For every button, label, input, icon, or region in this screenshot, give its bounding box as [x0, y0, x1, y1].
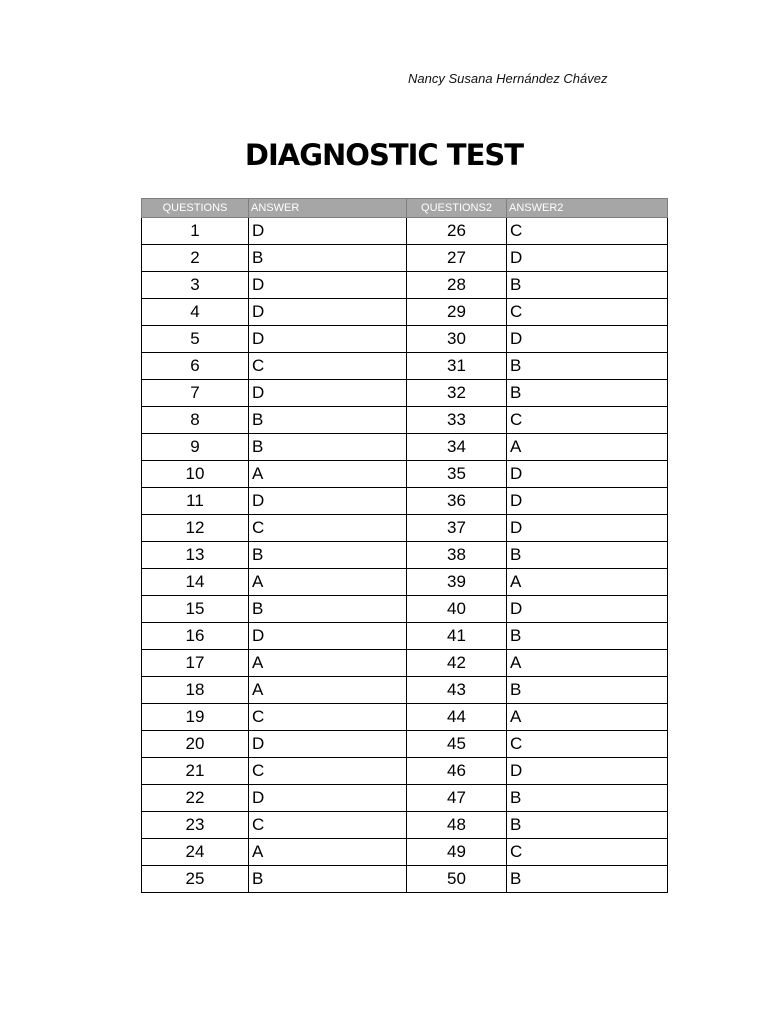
- question-number: 19: [142, 704, 249, 731]
- question2-number: 43: [407, 677, 507, 704]
- table-row: [142, 461, 668, 488]
- question2-number: 31: [407, 353, 507, 380]
- header-questions2: QUESTIONS2: [407, 199, 507, 218]
- table-row: [142, 272, 668, 299]
- answer-letter: A: [249, 839, 407, 866]
- header-questions: QUESTIONS: [142, 199, 249, 218]
- question-number: 16: [142, 623, 249, 650]
- question2-number: 39: [407, 569, 507, 596]
- table-row: [142, 650, 668, 677]
- question2-number: 27: [407, 245, 507, 272]
- answer-letter: B: [249, 407, 407, 434]
- question-number: 25: [142, 866, 249, 893]
- answer-letter: C: [249, 515, 407, 542]
- table-row: [142, 353, 668, 380]
- answer-letter: C: [249, 353, 407, 380]
- question-number: 6: [142, 353, 249, 380]
- answer2-letter: C: [507, 407, 668, 434]
- question-number: 13: [142, 542, 249, 569]
- question2-number: 50: [407, 866, 507, 893]
- question2-number: 29: [407, 299, 507, 326]
- question-number: 18: [142, 677, 249, 704]
- question-number: 22: [142, 785, 249, 812]
- question2-number: 40: [407, 596, 507, 623]
- answer-letter: D: [249, 218, 407, 245]
- question2-number: 35: [407, 461, 507, 488]
- table-body: [142, 218, 668, 893]
- table-row: [142, 839, 668, 866]
- question2-number: 32: [407, 380, 507, 407]
- answer-letter: B: [249, 596, 407, 623]
- answer2-letter: D: [507, 488, 668, 515]
- table-row: [142, 218, 668, 245]
- answer2-letter: D: [507, 596, 668, 623]
- question2-number: 44: [407, 704, 507, 731]
- answer2-letter: B: [507, 380, 668, 407]
- table-row: [142, 677, 668, 704]
- answer2-letter: D: [507, 461, 668, 488]
- table-row: [142, 731, 668, 758]
- question2-number: 36: [407, 488, 507, 515]
- question-number: 8: [142, 407, 249, 434]
- question-number: 24: [142, 839, 249, 866]
- answer2-letter: D: [507, 326, 668, 353]
- question2-number: 38: [407, 542, 507, 569]
- header-answer: ANSWER: [249, 199, 407, 218]
- question-number: 14: [142, 569, 249, 596]
- answer2-letter: A: [507, 569, 668, 596]
- table-row: [142, 542, 668, 569]
- answer2-letter: D: [507, 515, 668, 542]
- answer2-letter: B: [507, 812, 668, 839]
- answer-letter: D: [249, 785, 407, 812]
- answer2-letter: B: [507, 623, 668, 650]
- question2-number: 37: [407, 515, 507, 542]
- table-row: [142, 380, 668, 407]
- answer2-letter: C: [507, 218, 668, 245]
- answer-letter: D: [249, 623, 407, 650]
- answer-letter: B: [249, 866, 407, 893]
- question2-number: 26: [407, 218, 507, 245]
- answer-letter: D: [249, 380, 407, 407]
- answer-letter: A: [249, 677, 407, 704]
- question-number: 20: [142, 731, 249, 758]
- question-number: 17: [142, 650, 249, 677]
- table-row: [142, 758, 668, 785]
- answer2-letter: D: [507, 245, 668, 272]
- question2-number: 28: [407, 272, 507, 299]
- answer-letter: A: [249, 650, 407, 677]
- question2-number: 48: [407, 812, 507, 839]
- table-row: [142, 245, 668, 272]
- page-title: DIAGNOSTIC TEST: [244, 138, 524, 172]
- answer-letter: D: [249, 731, 407, 758]
- question-number: 9: [142, 434, 249, 461]
- answer-letter: D: [249, 326, 407, 353]
- answer-letter: B: [249, 434, 407, 461]
- question-number: 7: [142, 380, 249, 407]
- question2-number: 46: [407, 758, 507, 785]
- answer2-letter: B: [507, 677, 668, 704]
- answer-letter: C: [249, 812, 407, 839]
- table-row: [142, 704, 668, 731]
- author-name: Nancy Susana Hernández Chávez: [408, 71, 608, 86]
- answer-letter: B: [249, 542, 407, 569]
- answer2-letter: D: [507, 758, 668, 785]
- question2-number: 30: [407, 326, 507, 353]
- question-number: 10: [142, 461, 249, 488]
- question2-number: 45: [407, 731, 507, 758]
- question-number: 5: [142, 326, 249, 353]
- question-number: 15: [142, 596, 249, 623]
- answer2-letter: C: [507, 731, 668, 758]
- table-row: [142, 569, 668, 596]
- answer2-letter: A: [507, 650, 668, 677]
- answer-letter: B: [249, 245, 407, 272]
- question2-number: 47: [407, 785, 507, 812]
- question-number: 11: [142, 488, 249, 515]
- table-row: [142, 785, 668, 812]
- table-row: [142, 812, 668, 839]
- answer2-letter: C: [507, 839, 668, 866]
- question2-number: 33: [407, 407, 507, 434]
- answer2-letter: B: [507, 272, 668, 299]
- answer-key-table: [141, 198, 668, 893]
- question-number: 4: [142, 299, 249, 326]
- answer2-letter: B: [507, 542, 668, 569]
- question2-number: 34: [407, 434, 507, 461]
- answer2-letter: A: [507, 704, 668, 731]
- answer-letter: D: [249, 272, 407, 299]
- question2-number: 42: [407, 650, 507, 677]
- table-row: [142, 623, 668, 650]
- table-row: [142, 434, 668, 461]
- table-row: [142, 407, 668, 434]
- answer2-letter: B: [507, 866, 668, 893]
- answer-letter: A: [249, 461, 407, 488]
- table-row: [142, 596, 668, 623]
- question-number: 1: [142, 218, 249, 245]
- answer-letter: A: [249, 569, 407, 596]
- question-number: 3: [142, 272, 249, 299]
- question-number: 12: [142, 515, 249, 542]
- answer2-letter: B: [507, 785, 668, 812]
- answer2-letter: B: [507, 353, 668, 380]
- answer2-letter: A: [507, 434, 668, 461]
- answer-letter: C: [249, 758, 407, 785]
- answer-letter: C: [249, 704, 407, 731]
- table-row: [142, 866, 668, 893]
- question2-number: 41: [407, 623, 507, 650]
- header-answer2: ANSWER2: [507, 199, 668, 218]
- question-number: 23: [142, 812, 249, 839]
- table-row: [142, 299, 668, 326]
- question-number: 21: [142, 758, 249, 785]
- table-row: [142, 326, 668, 353]
- table-row: [142, 488, 668, 515]
- answer-letter: D: [249, 488, 407, 515]
- answer-letter: D: [249, 299, 407, 326]
- table-row: [142, 515, 668, 542]
- question2-number: 49: [407, 839, 507, 866]
- answer2-letter: C: [507, 299, 668, 326]
- question-number: 2: [142, 245, 249, 272]
- table-header-row: [142, 199, 668, 218]
